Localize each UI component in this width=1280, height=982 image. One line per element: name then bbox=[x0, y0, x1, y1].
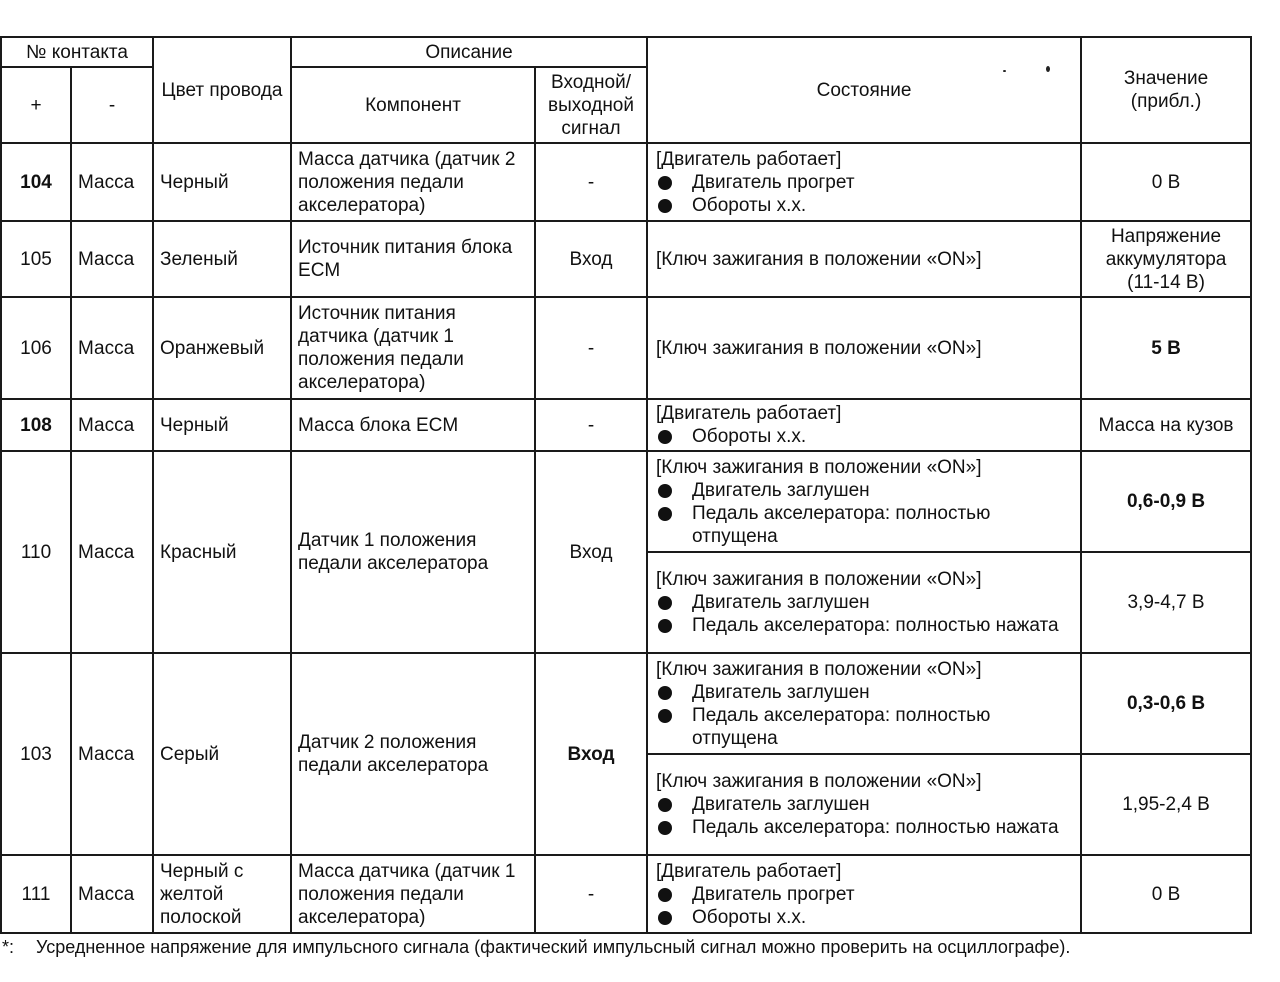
header-contact-no: № контакта bbox=[1, 37, 153, 67]
pin-plus: 111 bbox=[1, 855, 71, 933]
table-row bbox=[1, 221, 1251, 297]
condition-list bbox=[656, 425, 1074, 448]
value: Масса на кузов bbox=[1081, 399, 1251, 451]
list-item: Двигатель прогрет bbox=[656, 883, 1074, 906]
io-signal: - bbox=[535, 297, 647, 399]
pin-plus: 110 bbox=[1, 451, 71, 653]
list-item: Обороты х.х. bbox=[656, 425, 1074, 448]
table-row bbox=[1, 297, 1251, 399]
pin-minus: Масса bbox=[71, 297, 153, 399]
list-item: Двигатель заглушен bbox=[656, 793, 1074, 816]
pin-plus: 104 bbox=[1, 143, 71, 221]
condition-list bbox=[656, 479, 1074, 548]
wire-color: Оранжевый bbox=[153, 297, 291, 399]
io-signal: Вход bbox=[535, 221, 647, 297]
pin-minus: Масса bbox=[71, 855, 153, 933]
pin-plus: 108 bbox=[1, 399, 71, 451]
list-item: Двигатель прогрет bbox=[656, 171, 1074, 194]
value: Напряжение аккумулятора (11-14 В) bbox=[1081, 221, 1251, 297]
value: 0 В bbox=[1081, 143, 1251, 221]
component: Масса блока ECM bbox=[291, 399, 535, 451]
pin-minus: Масса bbox=[71, 221, 153, 297]
condition bbox=[647, 399, 1081, 451]
condition-title: [Ключ зажигания в положении «ON»] bbox=[656, 248, 982, 270]
pin-minus: Масса bbox=[71, 451, 153, 653]
table-row bbox=[1, 399, 1251, 451]
component: Датчик 2 положения педали акселератора bbox=[291, 653, 535, 855]
pin-plus: 103 bbox=[1, 653, 71, 855]
table-row bbox=[1, 451, 1251, 552]
io-signal: - bbox=[535, 399, 647, 451]
condition bbox=[647, 143, 1081, 221]
header-plus: + bbox=[1, 67, 71, 143]
pin-minus: Масса bbox=[71, 653, 153, 855]
header-io-signal: Входной/ выходной сигнал bbox=[535, 67, 647, 143]
header-component: Компонент bbox=[291, 67, 535, 143]
scan-artifact bbox=[1003, 70, 1006, 72]
condition-list bbox=[656, 591, 1074, 637]
condition-title: [Двигатель работает] bbox=[656, 860, 842, 882]
condition-list bbox=[656, 883, 1074, 929]
table-row bbox=[1, 855, 1251, 933]
wire-color: Черный с желтой полоской bbox=[153, 855, 291, 933]
component: Датчик 1 положения педали акселератора bbox=[291, 451, 535, 653]
list-item: Педаль акселератора: полностью отпущена bbox=[656, 502, 1074, 548]
component: Масса датчика (датчик 2 положения педали акселератора) bbox=[291, 143, 535, 221]
condition bbox=[647, 552, 1081, 653]
condition bbox=[647, 855, 1081, 933]
component: Источник питания датчика (датчик 1 положения педали акселератора) bbox=[291, 297, 535, 399]
condition-title: [Двигатель работает] bbox=[656, 403, 842, 424]
header-wire-color: Цвет провода bbox=[153, 37, 291, 143]
footnote bbox=[2, 936, 1070, 958]
value: 5 В bbox=[1081, 297, 1251, 399]
condition-title: [Ключ зажигания в положении «ON»] bbox=[656, 658, 982, 680]
footnote-text: Усредненное напряжение для импульсного сигнала (фактический импульсный сигнал можно проверить на осциллографе). bbox=[36, 937, 1071, 957]
condition bbox=[647, 297, 1081, 399]
condition bbox=[647, 451, 1081, 552]
list-item: Педаль акселератора: полностью нажата bbox=[656, 816, 1074, 839]
header-condition: Состояние bbox=[647, 37, 1081, 143]
io-signal: - bbox=[535, 855, 647, 933]
wire-color: Черный bbox=[153, 399, 291, 451]
io-signal: Вход bbox=[535, 451, 647, 653]
pin-plus: 106 bbox=[1, 297, 71, 399]
list-item: Педаль акселератора: полностью нажата bbox=[656, 614, 1074, 637]
wire-color: Серый bbox=[153, 653, 291, 855]
list-item: Двигатель заглушен bbox=[656, 479, 1074, 502]
condition-title: [Ключ зажигания в положении «ON»] bbox=[656, 456, 982, 478]
pin-spec-table bbox=[0, 36, 1252, 934]
footnote-mark: *: bbox=[2, 937, 15, 957]
list-item: Двигатель заглушен bbox=[656, 681, 1074, 704]
component: Источник питания блока ECM bbox=[291, 221, 535, 297]
list-item: Обороты х.х. bbox=[656, 906, 1074, 929]
list-item: Двигатель заглушен bbox=[656, 591, 1074, 614]
header-minus: - bbox=[71, 67, 153, 143]
condition-title: [Ключ зажигания в положении «ON»] bbox=[656, 569, 982, 590]
pin-plus: 105 bbox=[1, 221, 71, 297]
value: 0 В bbox=[1081, 855, 1251, 933]
header-description: Описание bbox=[291, 37, 647, 67]
condition bbox=[647, 653, 1081, 754]
value: 1,95-2,4 В bbox=[1081, 754, 1251, 855]
condition-list bbox=[656, 793, 1074, 839]
value: 0,3-0,6 В bbox=[1081, 653, 1251, 754]
list-item: Обороты х.х. bbox=[656, 194, 1074, 217]
value: 0,6-0,9 В bbox=[1081, 451, 1251, 552]
value: 3,9-4,7 В bbox=[1081, 552, 1251, 653]
component: Масса датчика (датчик 1 положения педали акселератора) bbox=[291, 855, 535, 933]
pin-minus: Масса bbox=[71, 143, 153, 221]
wire-color: Красный bbox=[153, 451, 291, 653]
condition bbox=[647, 221, 1081, 297]
condition-list bbox=[656, 681, 1074, 750]
condition-title: [Двигатель работает] bbox=[656, 148, 842, 170]
header-value: Значение (прибл.) bbox=[1081, 37, 1251, 143]
scan-artifact bbox=[1046, 66, 1050, 72]
wire-color: Зеленый bbox=[153, 221, 291, 297]
table-row bbox=[1, 143, 1251, 221]
list-item: Педаль акселератора: полностью отпущена bbox=[656, 704, 1074, 750]
condition-list bbox=[656, 171, 1074, 217]
io-signal: - bbox=[535, 143, 647, 221]
wire-color: Черный bbox=[153, 143, 291, 221]
pin-minus: Масса bbox=[71, 399, 153, 451]
table-row bbox=[1, 653, 1251, 754]
condition-title: [Ключ зажигания в положении «ON»] bbox=[656, 771, 982, 792]
condition-title: [Ключ зажигания в положении «ON»] bbox=[656, 337, 982, 359]
condition bbox=[647, 754, 1081, 855]
io-signal: Вход bbox=[535, 653, 647, 855]
